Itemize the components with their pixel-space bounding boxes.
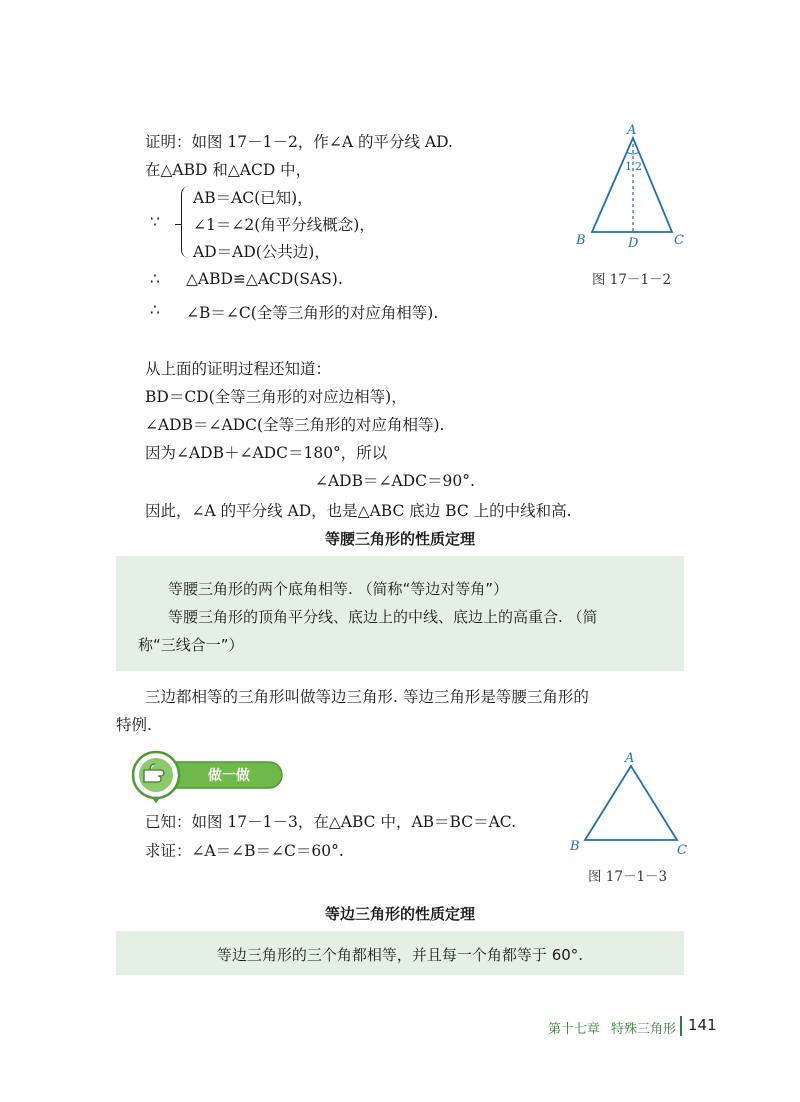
therefore-symbol-2: ∴ bbox=[150, 301, 160, 319]
further-line-4: 因为∠ADB＋∠ADC＝180°，所以 bbox=[145, 444, 388, 462]
triangle-equilateral bbox=[585, 766, 677, 840]
further-line-3: ∠ADB＝∠ADC(全等三角形的对应角相等). bbox=[145, 416, 445, 434]
proof-line-1: 证明：如图 17－1－2，作∠A 的平分线 AD. bbox=[145, 133, 453, 151]
condition-2: ∠1＝∠2(角平分线概念)， bbox=[193, 216, 375, 234]
condition-1: AB＝AC(已知)， bbox=[193, 189, 313, 207]
theorem-line-2: 等腰三角形的顶角平分线、底边上的中线、底边上的高重合. （简 bbox=[168, 608, 598, 626]
further-line-5: ∠ADB＝∠ADC＝90°. bbox=[315, 472, 475, 490]
left-brace bbox=[181, 186, 191, 258]
vertex-label-c-2: C bbox=[677, 843, 687, 858]
activity-prove: 求证：∠A＝∠B＝∠C＝60°. bbox=[145, 842, 344, 860]
activity-badge-label: 做一做 bbox=[208, 768, 250, 784]
equilateral-triangle-figure bbox=[565, 748, 695, 863]
left-brace-tip bbox=[175, 220, 182, 225]
angle-label-1: 1 bbox=[625, 160, 632, 173]
condition-3: AD＝AD(公共边)， bbox=[193, 243, 330, 261]
theorem-equilateral-line: 等边三角形的三个角都相等，并且每一个角都等于 60°. bbox=[216, 946, 584, 964]
further-line-2: BD＝CD(全等三角形的对应边相等)， bbox=[145, 388, 407, 406]
further-line-6: 因此，∠A 的平分线 AD，也是△ABC 底边 BC 上的中线和高. bbox=[145, 502, 572, 520]
vertex-label-b: B bbox=[576, 233, 586, 248]
isosceles-triangle-figure bbox=[570, 120, 690, 260]
angle-label-2: 2 bbox=[635, 160, 642, 173]
vertex-label-b-2: B bbox=[570, 839, 580, 854]
figure-caption-1: 图 17－1－2 bbox=[592, 272, 672, 288]
badge-pointer bbox=[152, 798, 160, 803]
vertex-label-c: C bbox=[674, 233, 684, 248]
footer-title: 特殊三角形 bbox=[611, 1022, 677, 1037]
theorem-box-isosceles bbox=[116, 556, 684, 671]
theorem-line-1: 等腰三角形的两个底角相等. （简称“等边对等角”） bbox=[168, 580, 509, 598]
footer-divider bbox=[680, 1016, 682, 1036]
footer-chapter: 第十七章 bbox=[548, 1022, 601, 1037]
equilateral-definition-line-1: 三边都相等的三角形叫做等边三角形. 等边三角形是等腰三角形的 bbox=[145, 688, 589, 706]
because-symbol: ∵ bbox=[150, 213, 160, 231]
therefore-symbol-1: ∴ bbox=[150, 270, 160, 288]
theorem-title-isosceles: 等腰三角形的性质定理 bbox=[324, 530, 475, 548]
triangle-abc bbox=[592, 138, 672, 232]
vertex-label-a: A bbox=[627, 123, 637, 138]
vertex-label-a-2: A bbox=[625, 751, 635, 766]
figure-caption-2: 图 17－1－3 bbox=[588, 869, 668, 885]
vertex-label-d: D bbox=[628, 236, 639, 251]
equilateral-definition-line-2: 特例. bbox=[116, 716, 152, 734]
activity-badge bbox=[116, 750, 286, 806]
conclusion-2: ∠B＝∠C(全等三角形的对应角相等). bbox=[186, 304, 439, 322]
theorem-title-equilateral: 等边三角形的性质定理 bbox=[324, 905, 475, 923]
further-line-1: 从上面的证明过程还知道： bbox=[145, 360, 332, 378]
conclusion-1: △ABD≌△ACD(SAS). bbox=[186, 270, 343, 288]
page-number: 141 bbox=[688, 1016, 717, 1034]
theorem-box-equilateral bbox=[116, 931, 684, 975]
proof-line-2: 在△ABD 和△ACD 中， bbox=[145, 161, 312, 179]
activity-given: 已知：如图 17－1－3，在△ABC 中，AB＝BC＝AC. bbox=[145, 813, 517, 831]
theorem-line-3: 称“三线合一”） bbox=[138, 636, 244, 654]
